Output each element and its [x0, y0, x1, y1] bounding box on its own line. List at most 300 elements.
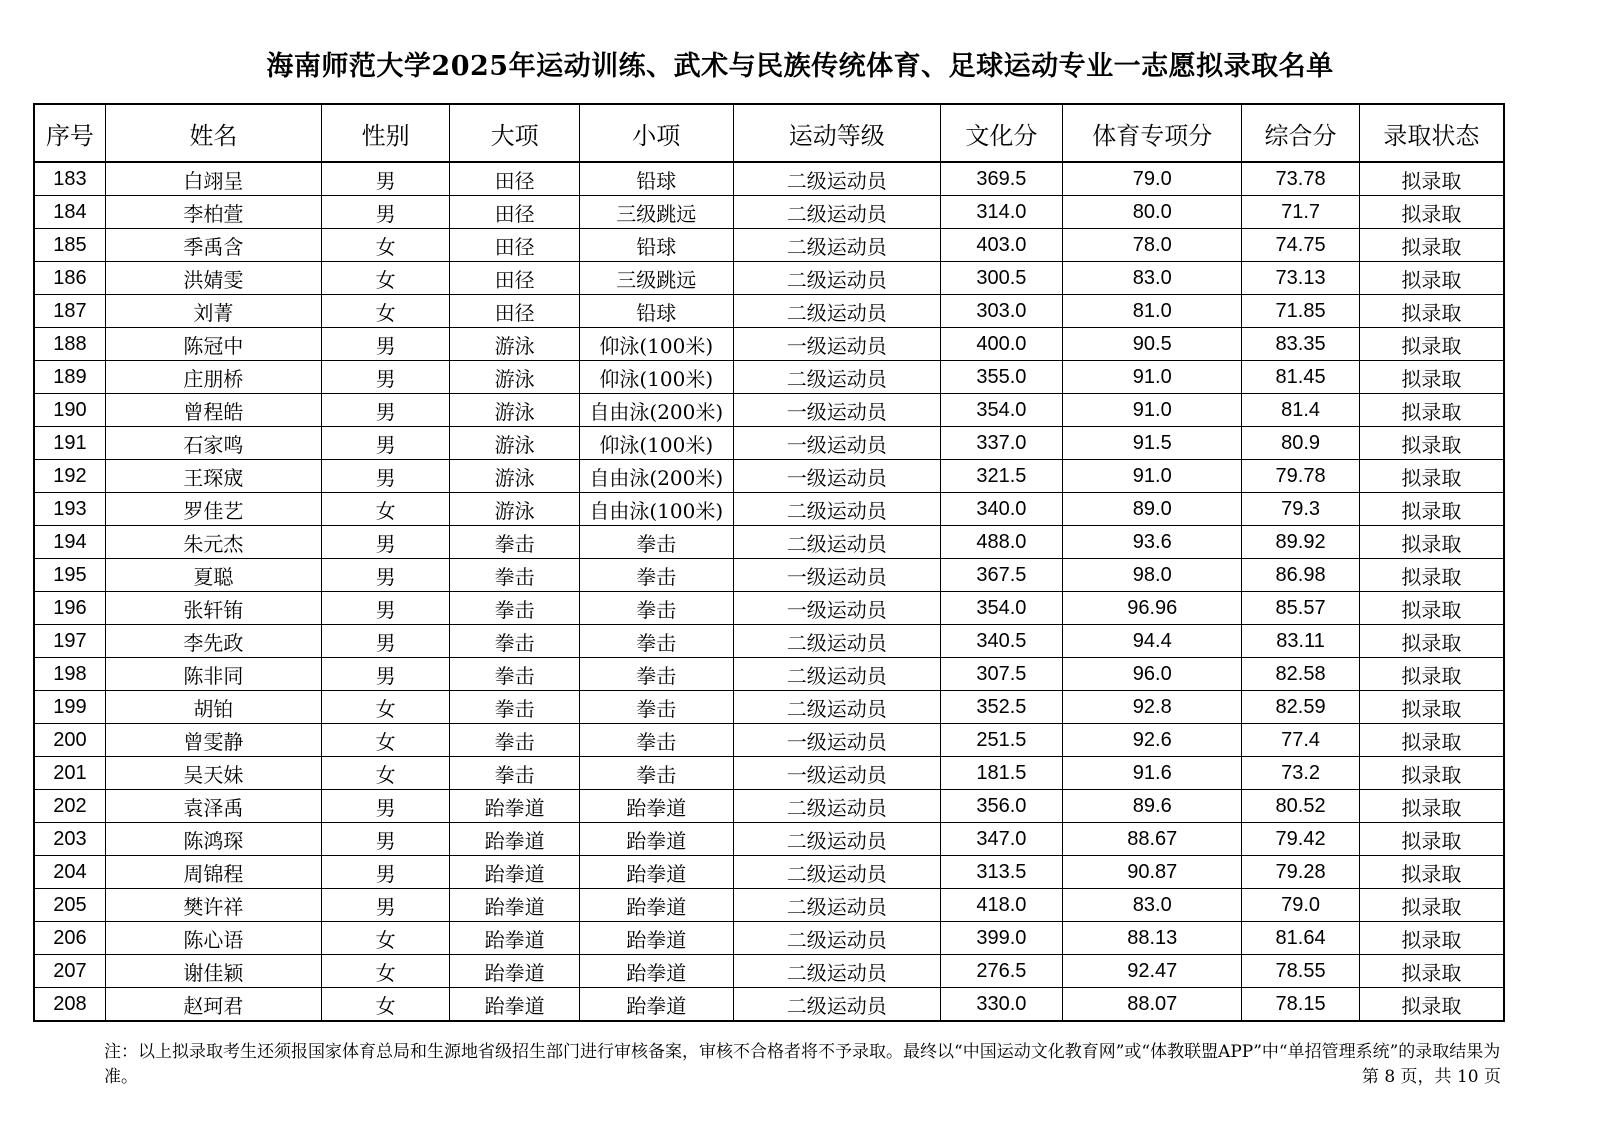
cell-athlete-level: 二级运动员: [733, 790, 940, 823]
cell-event: 拳击: [579, 691, 733, 724]
cell-event: 铅球: [579, 229, 733, 262]
cell-admission-status: 拟录取: [1359, 526, 1504, 559]
cell-seq: 184: [34, 196, 105, 229]
cell-sport-score: 92.8: [1063, 691, 1242, 724]
header-seq: 序号: [34, 104, 105, 162]
cell-seq: 203: [34, 823, 105, 856]
cell-culture-score: 314.0: [940, 196, 1062, 229]
cell-seq: 186: [34, 262, 105, 295]
table-row: [34, 724, 1504, 757]
cell-event: 自由泳(200米): [579, 394, 733, 427]
cell-composite-score: 71.7: [1242, 196, 1359, 229]
cell-admission-status: 拟录取: [1359, 922, 1504, 955]
header-composite-score: 综合分: [1242, 104, 1359, 162]
table-row: [34, 559, 1504, 592]
cell-athlete-level: 二级运动员: [733, 162, 940, 196]
cell-admission-status: 拟录取: [1359, 394, 1504, 427]
cell-event: 拳击: [579, 559, 733, 592]
cell-culture-score: 300.5: [940, 262, 1062, 295]
cell-category: 田径: [450, 262, 579, 295]
cell-category: 跆拳道: [450, 790, 579, 823]
cell-admission-status: 拟录取: [1359, 988, 1504, 1022]
header-culture-score: 文化分: [940, 104, 1062, 162]
cell-gender: 女: [321, 262, 449, 295]
cell-athlete-level: 一级运动员: [733, 394, 940, 427]
cell-admission-status: 拟录取: [1359, 559, 1504, 592]
table-row: [34, 691, 1504, 724]
cell-event: 拳击: [579, 592, 733, 625]
cell-admission-status: 拟录取: [1359, 361, 1504, 394]
cell-seq: 196: [34, 592, 105, 625]
table-row: [34, 295, 1504, 328]
cell-category: 游泳: [450, 427, 579, 460]
cell-category: 跆拳道: [450, 889, 579, 922]
table-row: [34, 361, 1504, 394]
cell-athlete-level: 二级运动员: [733, 625, 940, 658]
cell-gender: 女: [321, 493, 449, 526]
cell-composite-score: 82.58: [1242, 658, 1359, 691]
table-row: [34, 394, 1504, 427]
cell-event: 仰泳(100米): [579, 328, 733, 361]
cell-composite-score: 73.13: [1242, 262, 1359, 295]
cell-admission-status: 拟录取: [1359, 262, 1504, 295]
cell-composite-score: 83.11: [1242, 625, 1359, 658]
cell-gender: 女: [321, 691, 449, 724]
cell-event: 跆拳道: [579, 823, 733, 856]
cell-gender: 男: [321, 394, 449, 427]
cell-culture-score: 313.5: [940, 856, 1062, 889]
cell-category: 跆拳道: [450, 823, 579, 856]
document-title: 海南师范大学2025年运动训练、武术与民族传统体育、足球运动专业一志愿拟录取名单: [266, 51, 1334, 82]
cell-category: 拳击: [450, 757, 579, 790]
cell-sport-score: 98.0: [1063, 559, 1242, 592]
cell-gender: 男: [321, 889, 449, 922]
table-body: [34, 162, 1504, 1021]
cell-seq: 199: [34, 691, 105, 724]
cell-admission-status: 拟录取: [1359, 658, 1504, 691]
cell-athlete-level: 二级运动员: [733, 493, 940, 526]
cell-gender: 女: [321, 724, 449, 757]
header-admission-status: 录取状态: [1359, 104, 1504, 162]
cell-gender: 男: [321, 625, 449, 658]
cell-seq: 198: [34, 658, 105, 691]
cell-admission-status: 拟录取: [1359, 691, 1504, 724]
cell-culture-score: 347.0: [940, 823, 1062, 856]
cell-seq: 191: [34, 427, 105, 460]
cell-athlete-level: 一级运动员: [733, 328, 940, 361]
cell-event: 跆拳道: [579, 856, 733, 889]
cell-name: 洪婧雯: [105, 262, 321, 295]
cell-gender: 男: [321, 790, 449, 823]
cell-seq: 205: [34, 889, 105, 922]
cell-athlete-level: 二级运动员: [733, 988, 940, 1022]
table-row: [34, 592, 1504, 625]
admission-table: [33, 103, 1505, 1022]
cell-category: 拳击: [450, 691, 579, 724]
cell-gender: 女: [321, 295, 449, 328]
cell-sport-score: 91.0: [1063, 394, 1242, 427]
cell-gender: 女: [321, 229, 449, 262]
table-row: [34, 922, 1504, 955]
cell-admission-status: 拟录取: [1359, 460, 1504, 493]
cell-name: 白翊呈: [105, 162, 321, 196]
table-row: [34, 460, 1504, 493]
cell-gender: 女: [321, 988, 449, 1022]
cell-seq: 202: [34, 790, 105, 823]
footer-note: 注：以上拟录取考生还须报国家体育总局和生源地省级招生部门进行审核备案，审核不合格者将不予录取。最终以“中国运动文化教育网”或“体教联盟APP”中“单招管理系统”的录取结果为准。: [104, 1042, 1501, 1087]
table-row: [34, 493, 1504, 526]
cell-category: 跆拳道: [450, 922, 579, 955]
cell-category: 游泳: [450, 394, 579, 427]
cell-admission-status: 拟录取: [1359, 790, 1504, 823]
cell-composite-score: 89.92: [1242, 526, 1359, 559]
cell-event: 三级跳远: [579, 196, 733, 229]
cell-composite-score: 86.98: [1242, 559, 1359, 592]
cell-culture-score: 356.0: [940, 790, 1062, 823]
cell-name: 樊许祥: [105, 889, 321, 922]
cell-name: 罗佳艺: [105, 493, 321, 526]
cell-composite-score: 73.78: [1242, 162, 1359, 196]
cell-seq: 200: [34, 724, 105, 757]
header-athlete-level: 运动等级: [733, 104, 940, 162]
cell-sport-score: 88.07: [1063, 988, 1242, 1022]
cell-sport-score: 88.67: [1063, 823, 1242, 856]
cell-gender: 男: [321, 328, 449, 361]
header-sport-score: 体育专项分: [1063, 104, 1242, 162]
cell-composite-score: 81.64: [1242, 922, 1359, 955]
cell-gender: 男: [321, 559, 449, 592]
cell-athlete-level: 二级运动员: [733, 295, 940, 328]
cell-gender: 男: [321, 856, 449, 889]
cell-sport-score: 81.0: [1063, 295, 1242, 328]
cell-gender: 女: [321, 922, 449, 955]
cell-gender: 男: [321, 427, 449, 460]
cell-seq: 185: [34, 229, 105, 262]
cell-category: 拳击: [450, 559, 579, 592]
cell-name: 季禹含: [105, 229, 321, 262]
cell-admission-status: 拟录取: [1359, 625, 1504, 658]
cell-admission-status: 拟录取: [1359, 889, 1504, 922]
table-row: [34, 856, 1504, 889]
cell-composite-score: 81.4: [1242, 394, 1359, 427]
cell-sport-score: 79.0: [1063, 162, 1242, 196]
cell-name: 曾程皓: [105, 394, 321, 427]
cell-event: 跆拳道: [579, 889, 733, 922]
cell-athlete-level: 二级运动员: [733, 658, 940, 691]
cell-seq: 201: [34, 757, 105, 790]
cell-culture-score: 181.5: [940, 757, 1062, 790]
cell-event: 跆拳道: [579, 955, 733, 988]
cell-athlete-level: 二级运动员: [733, 856, 940, 889]
cell-category: 田径: [450, 196, 579, 229]
cell-culture-score: 340.0: [940, 493, 1062, 526]
cell-seq: 189: [34, 361, 105, 394]
cell-seq: 187: [34, 295, 105, 328]
cell-name: 夏聪: [105, 559, 321, 592]
cell-admission-status: 拟录取: [1359, 196, 1504, 229]
cell-name: 张轩铕: [105, 592, 321, 625]
cell-name: 李柏萱: [105, 196, 321, 229]
cell-name: 朱元杰: [105, 526, 321, 559]
cell-name: 周锦程: [105, 856, 321, 889]
cell-composite-score: 79.28: [1242, 856, 1359, 889]
cell-admission-status: 拟录取: [1359, 592, 1504, 625]
cell-name: 陈鸿琛: [105, 823, 321, 856]
cell-name: 陈心语: [105, 922, 321, 955]
cell-culture-score: 307.5: [940, 658, 1062, 691]
cell-category: 跆拳道: [450, 955, 579, 988]
cell-athlete-level: 一级运动员: [733, 427, 940, 460]
cell-composite-score: 82.59: [1242, 691, 1359, 724]
cell-sport-score: 96.96: [1063, 592, 1242, 625]
cell-category: 拳击: [450, 658, 579, 691]
header-category: 大项: [450, 104, 579, 162]
cell-seq: 192: [34, 460, 105, 493]
cell-event: 拳击: [579, 757, 733, 790]
cell-gender: 男: [321, 823, 449, 856]
cell-category: 田径: [450, 295, 579, 328]
cell-culture-score: 251.5: [940, 724, 1062, 757]
cell-gender: 男: [321, 196, 449, 229]
cell-composite-score: 78.15: [1242, 988, 1359, 1022]
cell-name: 胡铂: [105, 691, 321, 724]
cell-gender: 男: [321, 361, 449, 394]
cell-culture-score: 337.0: [940, 427, 1062, 460]
cell-culture-score: 303.0: [940, 295, 1062, 328]
table-row: [34, 790, 1504, 823]
cell-seq: 206: [34, 922, 105, 955]
cell-composite-score: 71.85: [1242, 295, 1359, 328]
cell-admission-status: 拟录取: [1359, 162, 1504, 196]
cell-event: 铅球: [579, 162, 733, 196]
cell-composite-score: 85.57: [1242, 592, 1359, 625]
cell-gender: 男: [321, 162, 449, 196]
table-row: [34, 658, 1504, 691]
cell-composite-score: 79.3: [1242, 493, 1359, 526]
cell-athlete-level: 一级运动员: [733, 757, 940, 790]
cell-composite-score: 80.52: [1242, 790, 1359, 823]
table-row: [34, 196, 1504, 229]
cell-athlete-level: 二级运动员: [733, 229, 940, 262]
cell-seq: 197: [34, 625, 105, 658]
cell-athlete-level: 一级运动员: [733, 559, 940, 592]
cell-seq: 204: [34, 856, 105, 889]
cell-athlete-level: 一级运动员: [733, 724, 940, 757]
table-row: [34, 889, 1504, 922]
cell-sport-score: 94.4: [1063, 625, 1242, 658]
cell-seq: 193: [34, 493, 105, 526]
cell-culture-score: 488.0: [940, 526, 1062, 559]
cell-seq: 194: [34, 526, 105, 559]
cell-name: 陈冠中: [105, 328, 321, 361]
cell-category: 田径: [450, 229, 579, 262]
cell-name: 陈非同: [105, 658, 321, 691]
cell-event: 跆拳道: [579, 922, 733, 955]
cell-culture-score: 403.0: [940, 229, 1062, 262]
page-indicator: 第 8 页，共 10 页: [1361, 1067, 1501, 1087]
cell-culture-score: 369.5: [940, 162, 1062, 196]
cell-category: 跆拳道: [450, 856, 579, 889]
table-row: [34, 262, 1504, 295]
cell-composite-score: 79.42: [1242, 823, 1359, 856]
cell-sport-score: 91.5: [1063, 427, 1242, 460]
cell-athlete-level: 二级运动员: [733, 922, 940, 955]
cell-sport-score: 92.47: [1063, 955, 1242, 988]
cell-culture-score: 400.0: [940, 328, 1062, 361]
cell-event: 拳击: [579, 625, 733, 658]
cell-name: 庄朋桥: [105, 361, 321, 394]
cell-seq: 190: [34, 394, 105, 427]
header-name: 姓名: [105, 104, 321, 162]
table-row: [34, 757, 1504, 790]
cell-admission-status: 拟录取: [1359, 724, 1504, 757]
cell-culture-score: 321.5: [940, 460, 1062, 493]
cell-athlete-level: 二级运动员: [733, 955, 940, 988]
cell-name: 刘菁: [105, 295, 321, 328]
cell-category: 游泳: [450, 460, 579, 493]
cell-athlete-level: 二级运动员: [733, 823, 940, 856]
cell-category: 拳击: [450, 526, 579, 559]
cell-category: 跆拳道: [450, 988, 579, 1022]
cell-admission-status: 拟录取: [1359, 757, 1504, 790]
cell-gender: 男: [321, 592, 449, 625]
cell-event: 仰泳(100米): [579, 361, 733, 394]
cell-seq: 195: [34, 559, 105, 592]
cell-event: 跆拳道: [579, 988, 733, 1022]
cell-composite-score: 73.2: [1242, 757, 1359, 790]
cell-name: 王琛宬: [105, 460, 321, 493]
cell-event: 拳击: [579, 658, 733, 691]
cell-name: 曾雯静: [105, 724, 321, 757]
cell-athlete-level: 一级运动员: [733, 592, 940, 625]
cell-seq: 188: [34, 328, 105, 361]
cell-composite-score: 79.0: [1242, 889, 1359, 922]
cell-category: 游泳: [450, 493, 579, 526]
cell-culture-score: 330.0: [940, 988, 1062, 1022]
cell-category: 游泳: [450, 361, 579, 394]
cell-culture-score: 340.5: [940, 625, 1062, 658]
cell-sport-score: 92.6: [1063, 724, 1242, 757]
cell-composite-score: 79.78: [1242, 460, 1359, 493]
cell-sport-score: 80.0: [1063, 196, 1242, 229]
cell-admission-status: 拟录取: [1359, 229, 1504, 262]
cell-sport-score: 78.0: [1063, 229, 1242, 262]
cell-seq: 208: [34, 988, 105, 1022]
header-event: 小项: [579, 104, 733, 162]
cell-name: 袁泽禹: [105, 790, 321, 823]
cell-composite-score: 77.4: [1242, 724, 1359, 757]
table-row: [34, 625, 1504, 658]
table-row: [34, 427, 1504, 460]
cell-name: 赵珂君: [105, 988, 321, 1022]
cell-sport-score: 91.0: [1063, 460, 1242, 493]
table-row: [34, 162, 1504, 196]
cell-composite-score: 83.35: [1242, 328, 1359, 361]
cell-culture-score: 276.5: [940, 955, 1062, 988]
cell-composite-score: 78.55: [1242, 955, 1359, 988]
cell-athlete-level: 二级运动员: [733, 196, 940, 229]
table-row: [34, 328, 1504, 361]
cell-gender: 男: [321, 526, 449, 559]
cell-gender: 男: [321, 460, 449, 493]
cell-event: 自由泳(100米): [579, 493, 733, 526]
cell-culture-score: 399.0: [940, 922, 1062, 955]
cell-seq: 183: [34, 162, 105, 196]
cell-name: 李先政: [105, 625, 321, 658]
cell-sport-score: 91.6: [1063, 757, 1242, 790]
cell-gender: 女: [321, 757, 449, 790]
cell-composite-score: 74.75: [1242, 229, 1359, 262]
cell-sport-score: 96.0: [1063, 658, 1242, 691]
cell-admission-status: 拟录取: [1359, 493, 1504, 526]
cell-culture-score: 355.0: [940, 361, 1062, 394]
table-row: [34, 988, 1504, 1022]
cell-event: 仰泳(100米): [579, 427, 733, 460]
cell-composite-score: 80.9: [1242, 427, 1359, 460]
cell-sport-score: 88.13: [1063, 922, 1242, 955]
cell-event: 跆拳道: [579, 790, 733, 823]
table-row: [34, 526, 1504, 559]
cell-admission-status: 拟录取: [1359, 955, 1504, 988]
cell-athlete-level: 一级运动员: [733, 460, 940, 493]
cell-category: 游泳: [450, 328, 579, 361]
cell-sport-score: 83.0: [1063, 889, 1242, 922]
table-header-row: [34, 104, 1504, 162]
cell-culture-score: 367.5: [940, 559, 1062, 592]
cell-culture-score: 352.5: [940, 691, 1062, 724]
cell-athlete-level: 二级运动员: [733, 262, 940, 295]
cell-name: 石家鸣: [105, 427, 321, 460]
cell-composite-score: 81.45: [1242, 361, 1359, 394]
cell-category: 拳击: [450, 625, 579, 658]
cell-event: 自由泳(200米): [579, 460, 733, 493]
cell-sport-score: 91.0: [1063, 361, 1242, 394]
table-row: [34, 229, 1504, 262]
cell-seq: 207: [34, 955, 105, 988]
cell-name: 谢佳颖: [105, 955, 321, 988]
cell-athlete-level: 二级运动员: [733, 889, 940, 922]
cell-event: 拳击: [579, 724, 733, 757]
cell-category: 拳击: [450, 592, 579, 625]
cell-event: 铅球: [579, 295, 733, 328]
cell-sport-score: 93.6: [1063, 526, 1242, 559]
cell-culture-score: 354.0: [940, 592, 1062, 625]
cell-admission-status: 拟录取: [1359, 427, 1504, 460]
cell-category: 田径: [450, 162, 579, 196]
cell-sport-score: 90.5: [1063, 328, 1242, 361]
cell-sport-score: 90.87: [1063, 856, 1242, 889]
cell-sport-score: 89.0: [1063, 493, 1242, 526]
header-gender: 性别: [321, 104, 449, 162]
cell-admission-status: 拟录取: [1359, 856, 1504, 889]
cell-admission-status: 拟录取: [1359, 295, 1504, 328]
cell-culture-score: 354.0: [940, 394, 1062, 427]
cell-gender: 男: [321, 658, 449, 691]
cell-athlete-level: 二级运动员: [733, 526, 940, 559]
cell-culture-score: 418.0: [940, 889, 1062, 922]
cell-admission-status: 拟录取: [1359, 328, 1504, 361]
cell-name: 吴天妹: [105, 757, 321, 790]
cell-event: 三级跳远: [579, 262, 733, 295]
cell-gender: 女: [321, 955, 449, 988]
cell-athlete-level: 二级运动员: [733, 361, 940, 394]
cell-sport-score: 89.6: [1063, 790, 1242, 823]
cell-event: 拳击: [579, 526, 733, 559]
cell-admission-status: 拟录取: [1359, 823, 1504, 856]
cell-sport-score: 83.0: [1063, 262, 1242, 295]
cell-athlete-level: 二级运动员: [733, 691, 940, 724]
cell-category: 拳击: [450, 724, 579, 757]
